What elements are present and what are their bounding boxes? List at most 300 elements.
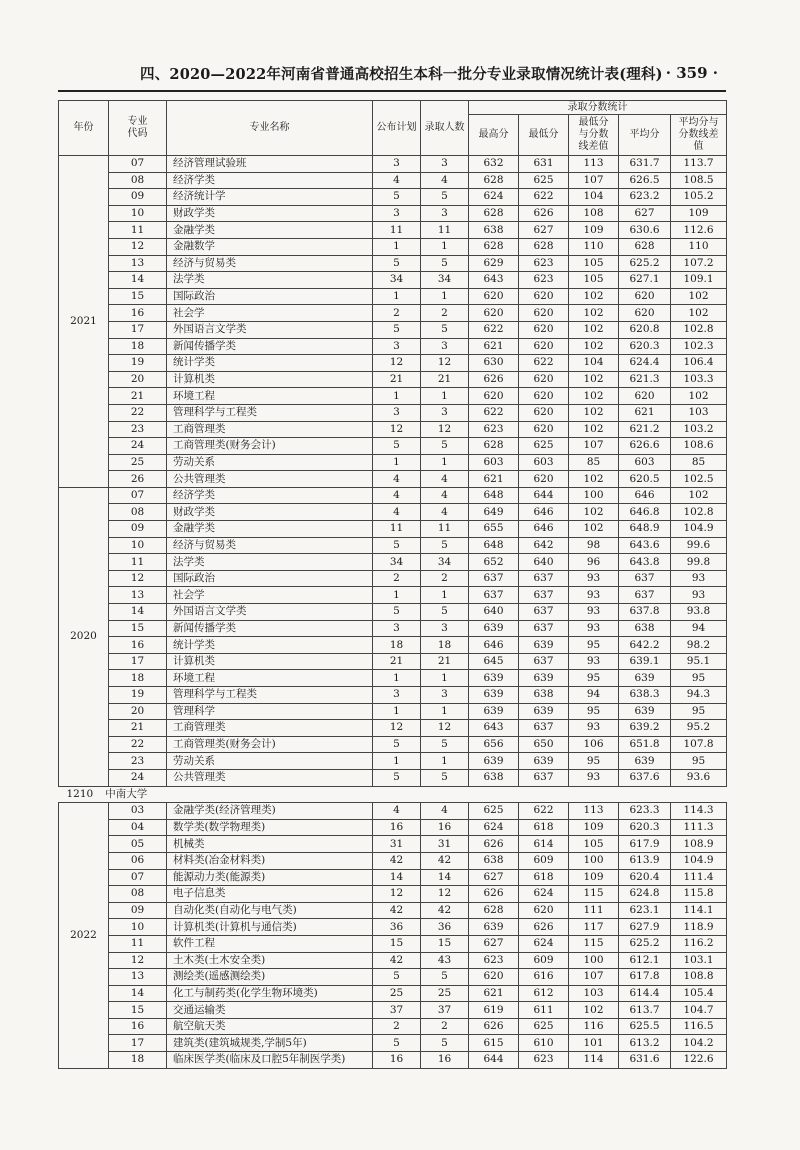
cell-min-diff: 102 bbox=[569, 338, 619, 355]
cell-max: 630 bbox=[469, 355, 519, 372]
cell-code: 09 bbox=[109, 902, 167, 919]
cell-avg-diff: 108.5 bbox=[671, 172, 727, 189]
year-cell: 2021 bbox=[59, 156, 109, 488]
cell-plan: 12 bbox=[373, 355, 421, 372]
cell-min: 626 bbox=[519, 205, 569, 222]
cell-max: 625 bbox=[469, 803, 519, 820]
cell-admitted: 5 bbox=[421, 255, 469, 272]
cell-avg-diff: 104.9 bbox=[671, 852, 727, 869]
cell-min-diff: 98 bbox=[569, 537, 619, 554]
cell-min-diff: 102 bbox=[569, 288, 619, 305]
table-row bbox=[59, 836, 727, 853]
cell-avg: 637 bbox=[619, 587, 671, 604]
cell-min: 639 bbox=[519, 703, 569, 720]
table-row bbox=[59, 952, 727, 969]
cell-admitted: 25 bbox=[421, 985, 469, 1002]
cell-max: 620 bbox=[469, 305, 519, 322]
table-row bbox=[59, 753, 727, 770]
cell-admitted: 14 bbox=[421, 869, 469, 886]
cell-code: 21 bbox=[109, 720, 167, 737]
cell-max: 628 bbox=[469, 205, 519, 222]
cell-min-diff: 102 bbox=[569, 504, 619, 521]
cell-min-diff: 115 bbox=[569, 935, 619, 952]
cell-code: 19 bbox=[109, 687, 167, 704]
cell-plan: 11 bbox=[373, 521, 421, 538]
cell-min: 620 bbox=[519, 421, 569, 438]
cell-plan: 2 bbox=[373, 305, 421, 322]
table-row bbox=[59, 156, 727, 173]
table-row bbox=[59, 554, 727, 571]
cell-code: 24 bbox=[109, 769, 167, 786]
cell-min: 623 bbox=[519, 272, 569, 289]
cell-name: 经济与贸易类 bbox=[167, 537, 373, 554]
cell-name: 外国语言文学类 bbox=[167, 321, 373, 338]
cell-avg: 623.1 bbox=[619, 902, 671, 919]
col-min-diff: 最低分与分数线差值 bbox=[569, 115, 619, 156]
col-year: 年份 bbox=[59, 101, 109, 156]
cell-code: 03 bbox=[109, 803, 167, 820]
cell-code: 17 bbox=[109, 321, 167, 338]
cell-name: 材料类(冶金材料类) bbox=[167, 852, 373, 869]
cell-admitted: 34 bbox=[421, 554, 469, 571]
cell-plan: 5 bbox=[373, 438, 421, 455]
school-code: 1210 bbox=[66, 787, 94, 800]
cell-min: 637 bbox=[519, 620, 569, 637]
cell-min: 628 bbox=[519, 238, 569, 255]
cell-avg-diff: 93.8 bbox=[671, 604, 727, 621]
cell-min: 620 bbox=[519, 388, 569, 405]
cell-min-diff: 104 bbox=[569, 189, 619, 206]
cell-max: 655 bbox=[469, 521, 519, 538]
cell-plan: 12 bbox=[373, 886, 421, 903]
cell-avg: 639 bbox=[619, 753, 671, 770]
cell-code: 24 bbox=[109, 438, 167, 455]
cell-avg-diff: 102 bbox=[671, 388, 727, 405]
cell-max: 623 bbox=[469, 952, 519, 969]
table-row bbox=[59, 703, 727, 720]
cell-name: 财政学类 bbox=[167, 504, 373, 521]
cell-avg-diff: 104.9 bbox=[671, 521, 727, 538]
cell-min-diff: 110 bbox=[569, 238, 619, 255]
cell-max: 621 bbox=[469, 471, 519, 488]
cell-max: 638 bbox=[469, 769, 519, 786]
table-row bbox=[59, 371, 727, 388]
school-row bbox=[59, 786, 727, 803]
school-name: 中南大学 bbox=[105, 787, 148, 800]
cell-plan: 4 bbox=[373, 471, 421, 488]
cell-name: 计算机类 bbox=[167, 371, 373, 388]
cell-avg: 621 bbox=[619, 404, 671, 421]
cell-code: 08 bbox=[109, 504, 167, 521]
cell-admitted: 4 bbox=[421, 487, 469, 504]
cell-max: 629 bbox=[469, 255, 519, 272]
col-name: 专业名称 bbox=[167, 101, 373, 156]
page-number: · 359 · bbox=[665, 64, 718, 82]
cell-avg: 624.4 bbox=[619, 355, 671, 372]
cell-code: 11 bbox=[109, 935, 167, 952]
cell-code: 16 bbox=[109, 305, 167, 322]
cell-name: 公共管理类 bbox=[167, 471, 373, 488]
cell-code: 17 bbox=[109, 653, 167, 670]
cell-avg-diff: 102 bbox=[671, 305, 727, 322]
cell-min: 637 bbox=[519, 769, 569, 786]
cell-avg: 643.8 bbox=[619, 554, 671, 571]
cell-min: 639 bbox=[519, 670, 569, 687]
cell-min: 638 bbox=[519, 687, 569, 704]
cell-name: 建筑类(建筑城规类,学制5年) bbox=[167, 1035, 373, 1052]
cell-avg-diff: 107.8 bbox=[671, 736, 727, 753]
cell-admitted: 1 bbox=[421, 753, 469, 770]
cell-plan: 18 bbox=[373, 637, 421, 654]
cell-plan: 1 bbox=[373, 703, 421, 720]
cell-min-diff: 95 bbox=[569, 670, 619, 687]
cell-avg-diff: 95.1 bbox=[671, 653, 727, 670]
table-row bbox=[59, 769, 727, 786]
cell-admitted: 18 bbox=[421, 637, 469, 654]
cell-plan: 2 bbox=[373, 570, 421, 587]
cell-avg-diff: 118.9 bbox=[671, 919, 727, 936]
cell-plan: 1 bbox=[373, 388, 421, 405]
cell-min: 650 bbox=[519, 736, 569, 753]
cell-max: 656 bbox=[469, 736, 519, 753]
cell-name: 计算机类 bbox=[167, 653, 373, 670]
cell-name: 法学类 bbox=[167, 554, 373, 571]
table-row bbox=[59, 935, 727, 952]
cell-min: 623 bbox=[519, 255, 569, 272]
cell-min-diff: 109 bbox=[569, 222, 619, 239]
cell-admitted: 3 bbox=[421, 620, 469, 637]
cell-name: 社会学 bbox=[167, 587, 373, 604]
table-row bbox=[59, 172, 727, 189]
cell-min: 620 bbox=[519, 288, 569, 305]
cell-plan: 3 bbox=[373, 156, 421, 173]
cell-avg: 648.9 bbox=[619, 521, 671, 538]
table-row bbox=[59, 687, 727, 704]
cell-max: 645 bbox=[469, 653, 519, 670]
table-row bbox=[59, 985, 727, 1002]
cell-avg-diff: 95.2 bbox=[671, 720, 727, 737]
cell-name: 管理科学与工程类 bbox=[167, 687, 373, 704]
cell-code: 14 bbox=[109, 985, 167, 1002]
cell-avg-diff: 112.6 bbox=[671, 222, 727, 239]
cell-avg-diff: 108.8 bbox=[671, 969, 727, 986]
cell-name: 环境工程 bbox=[167, 388, 373, 405]
cell-avg-diff: 116.5 bbox=[671, 1018, 727, 1035]
cell-avg: 620.3 bbox=[619, 338, 671, 355]
cell-name: 劳动关系 bbox=[167, 753, 373, 770]
cell-admitted: 16 bbox=[421, 1052, 469, 1069]
cell-max: 639 bbox=[469, 919, 519, 936]
cell-min-diff: 107 bbox=[569, 172, 619, 189]
cell-code: 10 bbox=[109, 919, 167, 936]
cell-avg-diff: 104.7 bbox=[671, 1002, 727, 1019]
cell-admitted: 5 bbox=[421, 189, 469, 206]
cell-min: 622 bbox=[519, 355, 569, 372]
cell-max: 620 bbox=[469, 388, 519, 405]
cell-plan: 1 bbox=[373, 587, 421, 604]
cell-plan: 42 bbox=[373, 952, 421, 969]
header-rule bbox=[58, 90, 726, 92]
cell-avg: 628 bbox=[619, 238, 671, 255]
cell-min: 618 bbox=[519, 819, 569, 836]
cell-plan: 5 bbox=[373, 255, 421, 272]
cell-code: 16 bbox=[109, 1018, 167, 1035]
table-row bbox=[59, 305, 727, 322]
cell-name: 法学类 bbox=[167, 272, 373, 289]
cell-admitted: 15 bbox=[421, 935, 469, 952]
cell-min-diff: 114 bbox=[569, 1052, 619, 1069]
table-row bbox=[59, 902, 727, 919]
cell-avg-diff: 95 bbox=[671, 703, 727, 720]
cell-avg: 626.6 bbox=[619, 438, 671, 455]
cell-name: 外国语言文学类 bbox=[167, 604, 373, 621]
cell-admitted: 5 bbox=[421, 1035, 469, 1052]
cell-avg: 639 bbox=[619, 670, 671, 687]
cell-name: 国际政治 bbox=[167, 570, 373, 587]
cell-min: 620 bbox=[519, 371, 569, 388]
table-row bbox=[59, 803, 727, 820]
cell-avg: 613.9 bbox=[619, 852, 671, 869]
cell-min: 627 bbox=[519, 222, 569, 239]
cell-admitted: 21 bbox=[421, 653, 469, 670]
cell-name: 工商管理类(财务会计) bbox=[167, 736, 373, 753]
cell-min-diff: 108 bbox=[569, 205, 619, 222]
year-cell: 2022 bbox=[59, 803, 109, 1069]
table-row bbox=[59, 504, 727, 521]
cell-min-diff: 102 bbox=[569, 305, 619, 322]
cell-code: 16 bbox=[109, 637, 167, 654]
table-row bbox=[59, 969, 727, 986]
cell-name: 金融学类(经济管理类) bbox=[167, 803, 373, 820]
cell-code: 08 bbox=[109, 886, 167, 903]
cell-plan: 4 bbox=[373, 504, 421, 521]
table-row bbox=[59, 653, 727, 670]
cell-max: 637 bbox=[469, 587, 519, 604]
cell-min: 620 bbox=[519, 305, 569, 322]
cell-plan: 31 bbox=[373, 836, 421, 853]
cell-avg: 624.8 bbox=[619, 886, 671, 903]
cell-avg: 638 bbox=[619, 620, 671, 637]
cell-avg-diff: 114.3 bbox=[671, 803, 727, 820]
cell-code: 18 bbox=[109, 338, 167, 355]
cell-min-diff: 93 bbox=[569, 587, 619, 604]
cell-code: 05 bbox=[109, 836, 167, 853]
cell-avg: 630.6 bbox=[619, 222, 671, 239]
cell-plan: 42 bbox=[373, 852, 421, 869]
cell-name: 计算机类(计算机与通信类) bbox=[167, 919, 373, 936]
cell-plan: 2 bbox=[373, 1018, 421, 1035]
cell-max: 619 bbox=[469, 1002, 519, 1019]
cell-avg: 625.2 bbox=[619, 255, 671, 272]
cell-plan: 3 bbox=[373, 205, 421, 222]
cell-avg-diff: 102.8 bbox=[671, 321, 727, 338]
cell-min: 640 bbox=[519, 554, 569, 571]
cell-avg-diff: 110 bbox=[671, 238, 727, 255]
cell-code: 18 bbox=[109, 670, 167, 687]
cell-min-diff: 105 bbox=[569, 272, 619, 289]
cell-code: 08 bbox=[109, 172, 167, 189]
cell-min-diff: 102 bbox=[569, 404, 619, 421]
cell-code: 13 bbox=[109, 255, 167, 272]
cell-name: 环境工程 bbox=[167, 670, 373, 687]
cell-avg-diff: 122.6 bbox=[671, 1052, 727, 1069]
table-row bbox=[59, 487, 727, 504]
cell-min-diff: 102 bbox=[569, 388, 619, 405]
cell-max: 644 bbox=[469, 1052, 519, 1069]
cell-code: 07 bbox=[109, 487, 167, 504]
cell-plan: 37 bbox=[373, 1002, 421, 1019]
cell-name: 劳动关系 bbox=[167, 454, 373, 471]
cell-min-diff: 93 bbox=[569, 604, 619, 621]
cell-admitted: 3 bbox=[421, 687, 469, 704]
table-row bbox=[59, 189, 727, 206]
cell-code: 10 bbox=[109, 537, 167, 554]
cell-admitted: 3 bbox=[421, 338, 469, 355]
cell-avg: 646 bbox=[619, 487, 671, 504]
year-cell: 2020 bbox=[59, 487, 109, 786]
table-row bbox=[59, 355, 727, 372]
cell-code: 04 bbox=[109, 819, 167, 836]
cell-avg-diff: 94 bbox=[671, 620, 727, 637]
cell-admitted: 42 bbox=[421, 852, 469, 869]
cell-avg-diff: 108.9 bbox=[671, 836, 727, 853]
table-row bbox=[59, 1018, 727, 1035]
cell-name: 能源动力类(能源类) bbox=[167, 869, 373, 886]
cell-min: 644 bbox=[519, 487, 569, 504]
cell-plan: 12 bbox=[373, 421, 421, 438]
cell-avg-diff: 93 bbox=[671, 587, 727, 604]
cell-avg: 620 bbox=[619, 388, 671, 405]
cell-admitted: 5 bbox=[421, 321, 469, 338]
cell-plan: 25 bbox=[373, 985, 421, 1002]
table-row bbox=[59, 620, 727, 637]
cell-code: 12 bbox=[109, 952, 167, 969]
cell-avg-diff: 102.8 bbox=[671, 504, 727, 521]
table-row bbox=[59, 338, 727, 355]
cell-max: 632 bbox=[469, 156, 519, 173]
cell-avg: 651.8 bbox=[619, 736, 671, 753]
cell-plan: 21 bbox=[373, 653, 421, 670]
cell-avg-diff: 107.2 bbox=[671, 255, 727, 272]
cell-avg-diff: 108.6 bbox=[671, 438, 727, 455]
cell-code: 25 bbox=[109, 454, 167, 471]
cell-avg-diff: 109 bbox=[671, 205, 727, 222]
cell-code: 15 bbox=[109, 288, 167, 305]
table-row bbox=[59, 521, 727, 538]
cell-plan: 1 bbox=[373, 454, 421, 471]
cell-max: 638 bbox=[469, 222, 519, 239]
table-row bbox=[59, 1035, 727, 1052]
cell-admitted: 31 bbox=[421, 836, 469, 853]
cell-name: 社会学 bbox=[167, 305, 373, 322]
cell-min: 646 bbox=[519, 521, 569, 538]
cell-avg: 639.1 bbox=[619, 653, 671, 670]
cell-max: 643 bbox=[469, 720, 519, 737]
cell-min-diff: 104 bbox=[569, 355, 619, 372]
cell-max: 638 bbox=[469, 852, 519, 869]
cell-code: 18 bbox=[109, 1052, 167, 1069]
cell-code: 26 bbox=[109, 471, 167, 488]
cell-code: 20 bbox=[109, 703, 167, 720]
cell-max: 639 bbox=[469, 620, 519, 637]
cell-code: 12 bbox=[109, 570, 167, 587]
cell-plan: 5 bbox=[373, 736, 421, 753]
cell-avg: 642.2 bbox=[619, 637, 671, 654]
cell-max: 603 bbox=[469, 454, 519, 471]
cell-min-diff: 85 bbox=[569, 454, 619, 471]
cell-name: 经济统计学 bbox=[167, 189, 373, 206]
cell-admitted: 4 bbox=[421, 172, 469, 189]
cell-min-diff: 95 bbox=[569, 703, 619, 720]
cell-avg: 623.3 bbox=[619, 803, 671, 820]
cell-min: 639 bbox=[519, 753, 569, 770]
cell-code: 09 bbox=[109, 189, 167, 206]
cell-avg-diff: 105.4 bbox=[671, 985, 727, 1002]
table-row bbox=[59, 570, 727, 587]
cell-min: 622 bbox=[519, 189, 569, 206]
cell-admitted: 4 bbox=[421, 803, 469, 820]
cell-min-diff: 113 bbox=[569, 156, 619, 173]
cell-avg-diff: 102 bbox=[671, 288, 727, 305]
cell-avg-diff: 95 bbox=[671, 670, 727, 687]
cell-avg-diff: 103 bbox=[671, 404, 727, 421]
cell-max: 623 bbox=[469, 421, 519, 438]
cell-name: 航空航天类 bbox=[167, 1018, 373, 1035]
cell-code: 19 bbox=[109, 355, 167, 372]
cell-min: 620 bbox=[519, 471, 569, 488]
cell-avg-diff: 102.3 bbox=[671, 338, 727, 355]
cell-min-diff: 111 bbox=[569, 902, 619, 919]
cell-min-diff: 116 bbox=[569, 1018, 619, 1035]
cell-plan: 4 bbox=[373, 172, 421, 189]
cell-admitted: 16 bbox=[421, 819, 469, 836]
col-avg: 平均分 bbox=[619, 115, 671, 156]
table-row bbox=[59, 604, 727, 621]
cell-avg: 621.3 bbox=[619, 371, 671, 388]
cell-min-diff: 103 bbox=[569, 985, 619, 1002]
cell-max: 626 bbox=[469, 371, 519, 388]
cell-avg: 646.8 bbox=[619, 504, 671, 521]
cell-admitted: 2 bbox=[421, 1018, 469, 1035]
cell-avg: 627.9 bbox=[619, 919, 671, 936]
cell-code: 14 bbox=[109, 272, 167, 289]
cell-plan: 42 bbox=[373, 902, 421, 919]
cell-max: 620 bbox=[469, 288, 519, 305]
cell-avg: 637.8 bbox=[619, 604, 671, 621]
cell-avg-diff: 109.1 bbox=[671, 272, 727, 289]
cell-code: 11 bbox=[109, 554, 167, 571]
table-row bbox=[59, 537, 727, 554]
cell-avg: 620.5 bbox=[619, 471, 671, 488]
cell-min-diff: 96 bbox=[569, 554, 619, 571]
cell-min: 609 bbox=[519, 952, 569, 969]
table-row bbox=[59, 852, 727, 869]
cell-min: 637 bbox=[519, 587, 569, 604]
cell-min: 642 bbox=[519, 537, 569, 554]
cell-max: 622 bbox=[469, 404, 519, 421]
cell-name: 管理科学 bbox=[167, 703, 373, 720]
table-row bbox=[59, 288, 727, 305]
cell-avg-diff: 102 bbox=[671, 487, 727, 504]
cell-plan: 5 bbox=[373, 604, 421, 621]
cell-admitted: 5 bbox=[421, 438, 469, 455]
cell-avg: 627 bbox=[619, 205, 671, 222]
cell-admitted: 12 bbox=[421, 355, 469, 372]
cell-name: 金融学类 bbox=[167, 222, 373, 239]
cell-avg-diff: 113.7 bbox=[671, 156, 727, 173]
cell-avg-diff: 102.5 bbox=[671, 471, 727, 488]
cell-admitted: 1 bbox=[421, 587, 469, 604]
